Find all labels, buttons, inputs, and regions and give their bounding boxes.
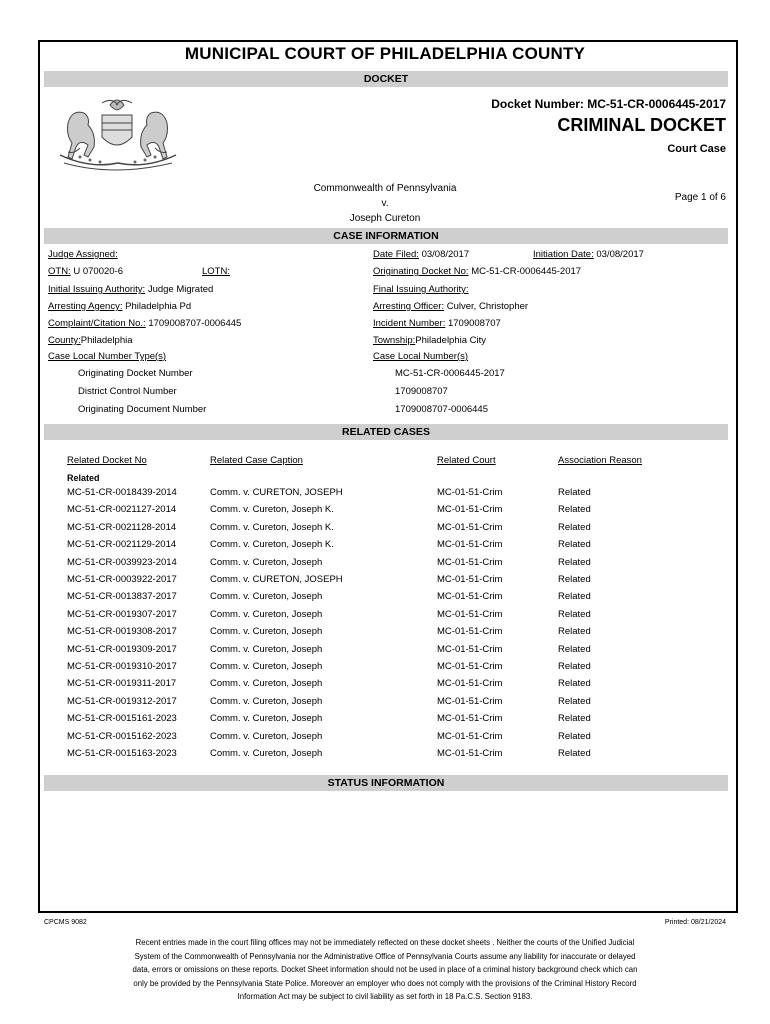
final-issuing-label: Final Issuing Authority: xyxy=(373,284,469,295)
complaint-value: 1709008707-0006445 xyxy=(148,318,242,329)
court-title: MUNICIPAL COURT OF PHILADELPHIA COUNTY xyxy=(184,44,586,63)
related-case-court: MC-01-51-Crim xyxy=(437,626,503,638)
case-information-bar: CASE INFORMATION xyxy=(44,228,728,244)
date-filed-label: Date Filed: xyxy=(373,249,419,260)
disclaimer-line: data, errors or omissions on these reports. Docket Sheet information should not be used in place of a criminal history background check which can xyxy=(132,965,638,974)
col-association-reason: Association Reason xyxy=(558,455,642,466)
related-case-docket: MC-51-CR-0015161-2023 xyxy=(67,713,177,725)
related-case-caption: Comm. v. CURETON, JOSEPH xyxy=(210,487,343,498)
local-number-row: MC-51-CR-0006445-2017 xyxy=(395,368,505,379)
local-types-label: Case Local Number Type(s) xyxy=(48,351,167,362)
initiation-date-value: 03/08/2017 xyxy=(596,249,644,260)
related-case-caption: Comm. v. Cureton, Joseph xyxy=(210,713,323,725)
township-value: Philadelphia City xyxy=(415,335,487,346)
related-case-reason: Related xyxy=(558,643,591,655)
related-case-court: MC-01-51-Crim xyxy=(437,678,503,690)
arresting-officer-value: Culver, Christopher xyxy=(446,301,529,312)
printed-date: Printed: 08/21/2024 xyxy=(664,919,726,926)
related-case-caption: Comm. v. Cureton, Joseph xyxy=(210,678,323,690)
docket-number: Docket Number: MC-51-CR-0006445-2017 xyxy=(491,97,726,111)
related-case-caption: Comm. v. Cureton, Joseph K. xyxy=(210,539,334,551)
incident-label: Incident Number: xyxy=(373,318,446,329)
originating-docket-value: MC-51-CR-0006445-2017 xyxy=(471,266,582,277)
docket-bar: DOCKET xyxy=(44,71,728,87)
related-case-court: MC-01-51-Crim xyxy=(437,591,503,603)
arresting-agency xyxy=(48,301,191,312)
related-case-court: MC-01-51-Crim xyxy=(437,539,503,551)
otn-label: OTN: xyxy=(48,266,71,277)
related-cases-bar: RELATED CASES xyxy=(44,424,728,440)
related-case-docket: MC-51-CR-0019311-2017 xyxy=(67,678,177,690)
incident-number xyxy=(373,318,501,329)
status-information-bar: STATUS INFORMATION xyxy=(44,775,728,791)
related-case-reason: Related xyxy=(558,695,591,707)
related-case-docket: MC-51-CR-0019308-2017 xyxy=(67,626,177,638)
col-related-docket-no: Related Docket No xyxy=(67,455,147,466)
related-case-docket: MC-51-CR-0015162-2023 xyxy=(67,730,177,742)
related-case-caption: Comm. v. Cureton, Joseph xyxy=(210,626,323,638)
judge-assigned-label: Judge Assigned: xyxy=(48,249,118,260)
related-case-court: MC-01-51-Crim xyxy=(437,608,503,620)
related-case-docket: MC-51-CR-0021129-2014 xyxy=(67,539,177,551)
local-type-row: District Control Number xyxy=(78,386,177,397)
initial-issuing-authority xyxy=(48,284,213,295)
related-case-court: MC-01-51-Crim xyxy=(437,748,503,759)
local-numbers-label: Case Local Number(s) xyxy=(373,351,469,362)
related-case-caption: Comm. v. CURETON, JOSEPH xyxy=(210,574,343,585)
related-case-caption: Comm. v. Cureton, Joseph K. xyxy=(210,504,334,516)
date-filed xyxy=(373,249,469,260)
court-case-label: Court Case xyxy=(667,143,726,155)
disclaimer-line: Recent entries made in the court filing offices may not be immediately reflected on these docket sheets . Neither the courts of the Unified Judicial xyxy=(135,938,635,947)
related-case-court: MC-01-51-Crim xyxy=(437,521,503,533)
related-case-docket: MC-51-CR-0015163-2023 xyxy=(67,748,177,759)
initial-issuing-label: Initial Issuing Authority: xyxy=(48,284,146,295)
related-case-docket: MC-51-CR-0019307-2017 xyxy=(67,608,177,620)
col-related-court: Related Court xyxy=(437,455,496,466)
related-case-reason: Related xyxy=(558,539,591,551)
incident-value: 1709008707 xyxy=(447,318,501,329)
complaint-label: Complaint/Citation No.: xyxy=(48,318,146,329)
related-case-reason: Related xyxy=(558,713,591,725)
related-case-court: MC-01-51-Crim xyxy=(437,556,503,568)
pennsylvania-state-seal-icon xyxy=(50,93,185,175)
local-type-row: Originating Document Number xyxy=(78,404,207,415)
initiation-date xyxy=(533,249,644,260)
related-case-court: MC-01-51-Crim xyxy=(437,574,503,585)
related-case-reason: Related xyxy=(558,748,591,759)
arresting-agency-value: Philadelphia Pd xyxy=(125,301,192,312)
related-case-reason: Related xyxy=(558,608,591,620)
originating-docket xyxy=(373,266,581,277)
related-case-reason: Related xyxy=(558,487,591,498)
arresting-officer xyxy=(373,301,528,312)
related-case-caption: Comm. v. Cureton, Joseph xyxy=(210,643,323,655)
related-case-caption: Comm. v. Cureton, Joseph xyxy=(210,608,323,620)
related-case-docket: MC-51-CR-0019310-2017 xyxy=(67,661,177,672)
county xyxy=(48,335,133,346)
case-local-number-types xyxy=(48,351,166,362)
related-case-caption: Comm. v. Cureton, Joseph xyxy=(210,695,323,707)
county-value: Philadelphia xyxy=(80,335,133,346)
initial-issuing-value: Judge Migrated xyxy=(147,284,214,295)
related-case-caption: Comm. v. Cureton, Joseph xyxy=(210,591,323,603)
disclaimer-line: only be provided by the Pennsylvania State Police. Moreover an employer who does not comply with the provisions of the Criminal History Record xyxy=(133,978,637,988)
township xyxy=(373,335,486,346)
related-case-reason: Related xyxy=(558,730,591,742)
related-case-reason: Related xyxy=(558,661,591,672)
judge-assigned xyxy=(48,249,118,260)
county-label: County: xyxy=(48,335,81,346)
related-case-caption: Comm. v. Cureton, Joseph xyxy=(210,661,323,672)
related-case-reason: Related xyxy=(558,556,591,568)
lotn xyxy=(202,266,230,277)
related-case-court: MC-01-51-Crim xyxy=(437,713,503,725)
related-group-label: Related xyxy=(67,473,100,483)
related-case-caption: Comm. v. Cureton, Joseph K. xyxy=(210,521,334,533)
otn-value: U 070020-6 xyxy=(73,266,123,277)
date-filed-value: 03/08/2017 xyxy=(421,249,470,260)
local-type-row: Originating Docket Number xyxy=(78,368,193,379)
lotn-label: LOTN: xyxy=(202,266,230,277)
related-case-docket: MC-51-CR-0039923-2014 xyxy=(67,556,177,568)
related-case-reason: Related xyxy=(558,574,591,585)
related-case-reason: Related xyxy=(558,626,591,638)
page-number: Page 1 of 6 xyxy=(674,192,726,203)
related-case-reason: Related xyxy=(558,521,591,533)
disclaimer-line: Information Act may be subject to civil liability as set forth in 18 Pa.C.S. Section 9183. xyxy=(237,992,533,1001)
related-case-docket: MC-51-CR-0019312-2017 xyxy=(67,695,177,707)
form-id: CPCMS 9082 xyxy=(44,919,87,926)
arresting-officer-label: Arresting Officer: xyxy=(373,301,445,312)
col-related-case-caption: Related Case Caption xyxy=(210,455,303,466)
related-case-docket: MC-51-CR-0018439-2014 xyxy=(67,487,177,498)
disclaimer xyxy=(80,936,690,1004)
related-case-court: MC-01-51-Crim xyxy=(437,730,503,742)
related-case-court: MC-01-51-Crim xyxy=(437,504,503,516)
related-case-docket: MC-51-CR-0021127-2014 xyxy=(67,504,177,516)
related-case-docket: MC-51-CR-0019309-2017 xyxy=(67,643,177,655)
related-case-docket: MC-51-CR-0021128-2014 xyxy=(67,521,177,533)
initiation-date-label: Initiation Date: xyxy=(533,249,594,260)
caption-versus: v. xyxy=(381,198,389,209)
related-case-reason: Related xyxy=(558,591,591,603)
otn xyxy=(48,266,123,277)
related-case-caption: Comm. v. Cureton, Joseph xyxy=(210,730,323,742)
case-local-numbers xyxy=(373,351,468,362)
caption-defendant: Joseph Cureton xyxy=(349,213,421,224)
related-case-court: MC-01-51-Crim xyxy=(437,643,503,655)
final-issuing-authority xyxy=(373,284,469,295)
related-case-reason: Related xyxy=(558,678,591,690)
related-case-court: MC-01-51-Crim xyxy=(437,695,503,707)
related-case-docket: MC-51-CR-0003922-2017 xyxy=(67,574,177,585)
caption-plaintiff: Commonwealth of Pennsylvania xyxy=(313,183,457,194)
arresting-agency-label: Arresting Agency: xyxy=(48,301,123,312)
local-number-row: 1709008707 xyxy=(395,386,448,397)
related-case-reason: Related xyxy=(558,504,591,516)
related-case-caption: Comm. v. Cureton, Joseph xyxy=(210,748,323,759)
complaint-citation xyxy=(48,318,241,329)
related-case-court: MC-01-51-Crim xyxy=(437,661,503,672)
docket-type-title: CRIMINAL DOCKET xyxy=(557,115,726,135)
related-case-court: MC-01-51-Crim xyxy=(437,487,503,498)
township-label: Township: xyxy=(373,335,416,346)
disclaimer-line: System of the Commonwealth of Pennsylvania nor the Administrative Office of Pennsylvania Courts assume any liability for inaccurate or delayed xyxy=(134,951,636,961)
originating-docket-label: Originating Docket No: xyxy=(373,266,469,277)
related-case-docket: MC-51-CR-0013837-2017 xyxy=(67,591,177,603)
local-number-row: 1709008707-0006445 xyxy=(395,404,488,415)
related-case-caption: Comm. v. Cureton, Joseph xyxy=(210,556,323,568)
